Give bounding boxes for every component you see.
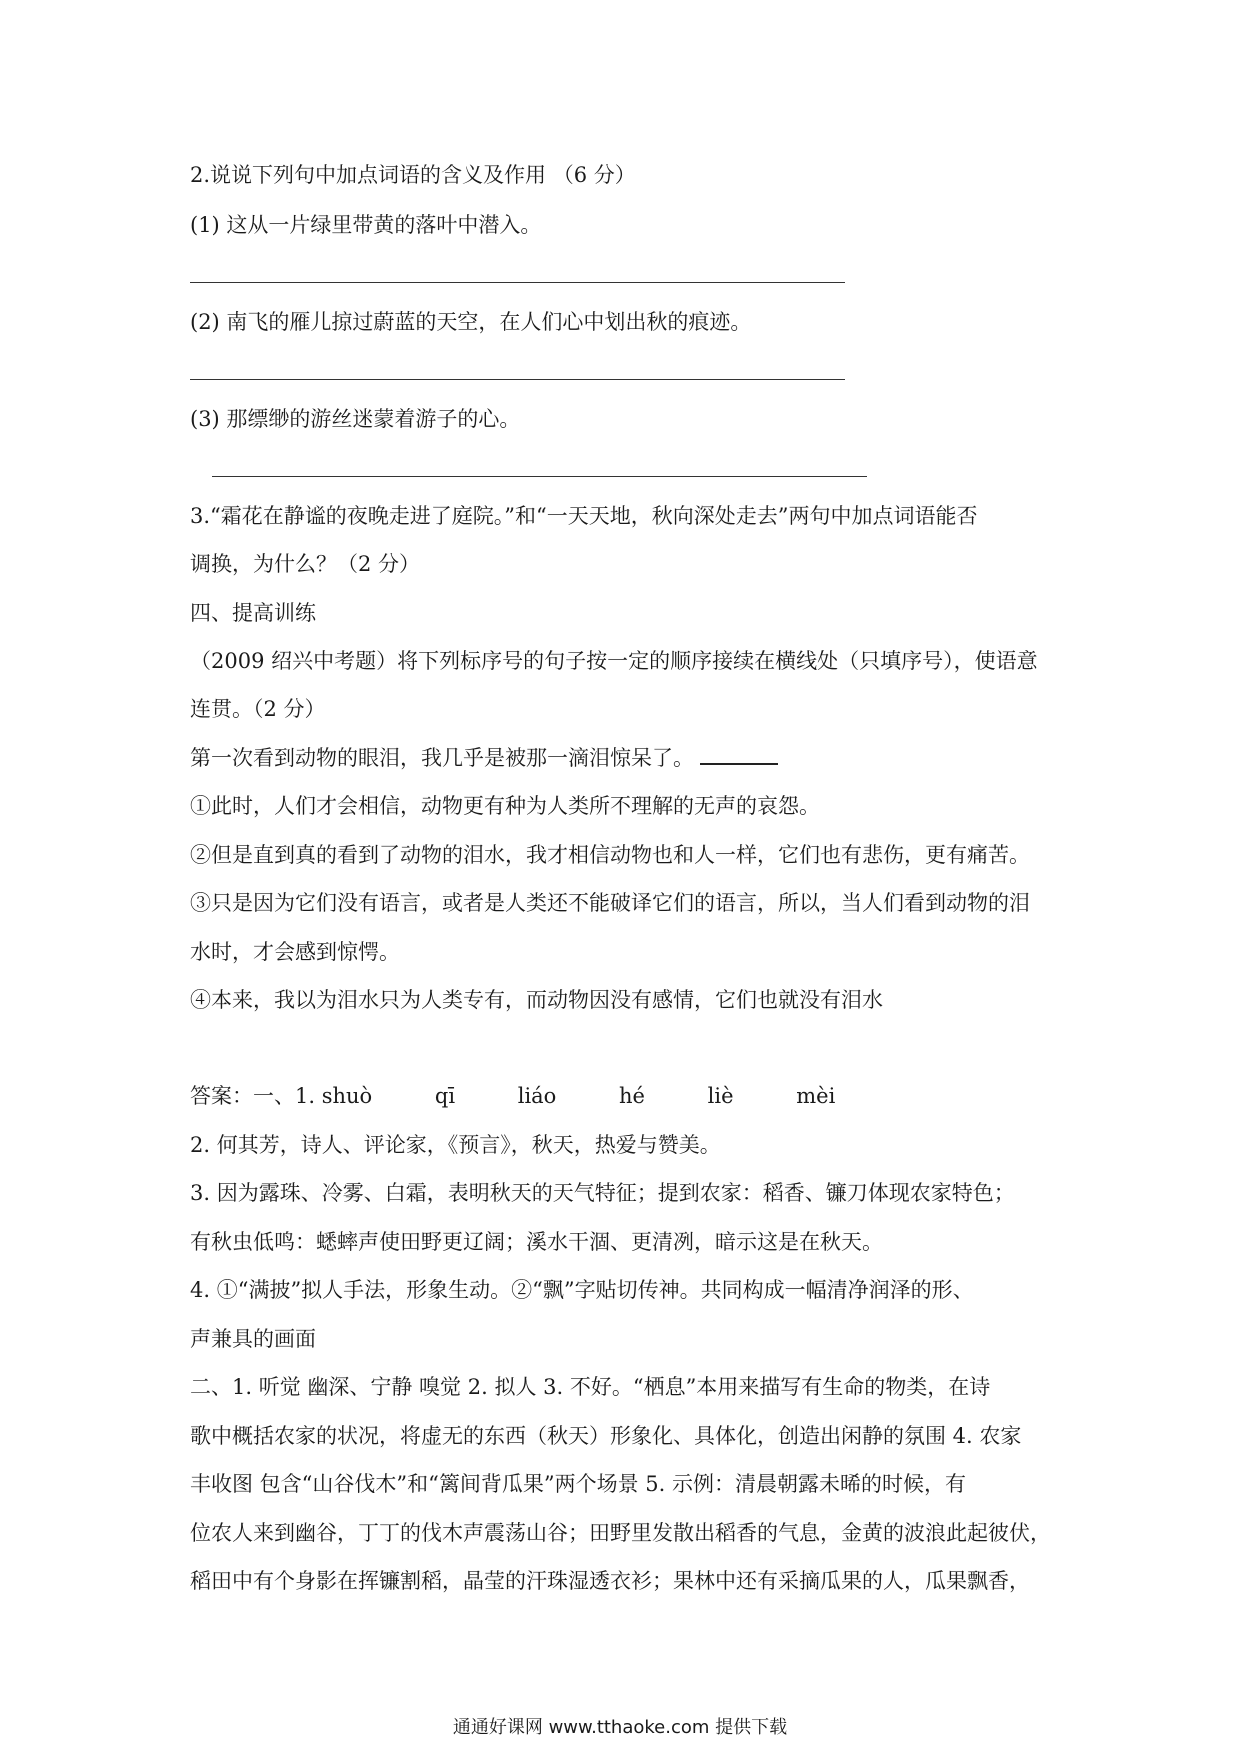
q2-item-3: (3) 那缥缈的游丝迷蒙着游子的心。 <box>190 407 521 431</box>
answer-3-line-2: 有秋虫低鸣：蟋蟀声使田野更辽阔；溪水干涸、更清冽，暗示这是在秋天。 <box>190 1230 883 1254</box>
sentence-3-line-2: 水时，才会感到惊愕。 <box>190 940 400 964</box>
answer-1 <box>190 1081 835 1111</box>
pinyin-4: hé <box>619 1084 645 1108</box>
answer-4-line-1: 4. ①“满披”拟人手法，形象生动。②“飘”字贴切传神。共同构成一幅清净润泽的形、 <box>190 1278 974 1302</box>
answer-b-line-2: 歌中概括农家的状况，将虚无的东西（秋天）形象化、具体化，创造出闲静的氛围 4. 农家 <box>190 1424 1022 1448</box>
answer-b-line-3: 丰收图 包含“山谷伐木”和“篱间背瓜果”两个场景 5. 示例：清晨朝露未晞的时候，有 <box>190 1472 967 1496</box>
lead-sentence-text: 第一次看到动物的眼泪，我几乎是被那一滴泪惊呆了。 <box>190 746 694 770</box>
sentence-4: ④本来，我以为泪水只为人类专有，而动物因没有感情，它们也就没有泪水 <box>190 988 883 1012</box>
sentence-2: ②但是直到真的看到了动物的泪水，我才相信动物也和人一样，它们也有悲伤，更有痛苦。 <box>190 843 1030 867</box>
section-4-intro-line-1: （2009 绍兴中考题）将下列标序号的句子按一定的顺序接续在横线处（只填序号），使语意 <box>190 649 1038 673</box>
q2-title: 2.说说下列句中加点词语的含义及作用 （6 分） <box>190 163 636 187</box>
q3-line-1: 3.“霜花在静谧的夜晚走进了庭院。”和“一天天地，秋向深处走去”两句中加点词语能否 <box>190 504 978 528</box>
answer-blank-line <box>212 476 867 477</box>
answer-blank-line <box>190 379 845 380</box>
sentence-1: ①此时，人们才会相信，动物更有种为人类所不理解的无声的哀怨。 <box>190 794 820 818</box>
answer-2: 2. 何其芳，诗人、评论家，《预言》，秋天，热爱与赞美。 <box>190 1133 721 1157</box>
answer-4-line-2: 声兼具的画面 <box>190 1327 316 1351</box>
q2-item-2: (2) 南飞的雁儿掠过蔚蓝的天空，在人们心中划出秋的痕迹。 <box>190 310 752 334</box>
sentence-3-line-1: ③只是因为它们没有语言，或者是人类还不能破译它们的语言，所以，当人们看到动物的泪 <box>190 891 1030 915</box>
page-footer: 通通好课网 www.tthaoke.com 提供下载 <box>452 1717 788 1738</box>
pinyin-6: mèi <box>796 1084 836 1108</box>
answer-b-line-5: 稻田中有个身影在挥镰割稻，晶莹的汗珠湿透衣衫；果林中还有采摘瓜果的人，瓜果飘香， <box>190 1569 1030 1593</box>
q2-item-1: (1) 这从一片绿里带黄的落叶中潜入。 <box>190 213 542 237</box>
section-4-heading: 四、提高训练 <box>190 601 316 625</box>
answer-1-prefix: 答案：一、1. shuò <box>190 1084 373 1108</box>
answer-blank-line <box>190 282 845 283</box>
answer-3-line-1: 3. 因为露珠、冷雾、白霜，表明秋天的天气特征；提到农家：稻香、镰刀体现农家特色； <box>190 1181 1015 1205</box>
pinyin-5: liè <box>707 1084 734 1108</box>
pinyin-3: liáo <box>517 1084 557 1108</box>
fill-blank <box>700 745 778 765</box>
pinyin-2: qī <box>434 1084 456 1108</box>
lead-sentence <box>190 743 778 773</box>
section-4-intro-line-2: 连贯。（2 分） <box>190 697 326 721</box>
answer-b-line-1: 二、1. 听觉 幽深、宁静 嗅觉 2. 拟人 3. 不好。“栖息”本用来描写有生命的物类，在诗 <box>190 1375 991 1399</box>
q3-line-2: 调换，为什么？（2 分） <box>190 552 421 576</box>
answer-b-line-4: 位农人来到幽谷，丁丁的伐木声震荡山谷；田野里发散出稻香的气息，金黄的波浪此起彼伏， <box>190 1521 1051 1545</box>
